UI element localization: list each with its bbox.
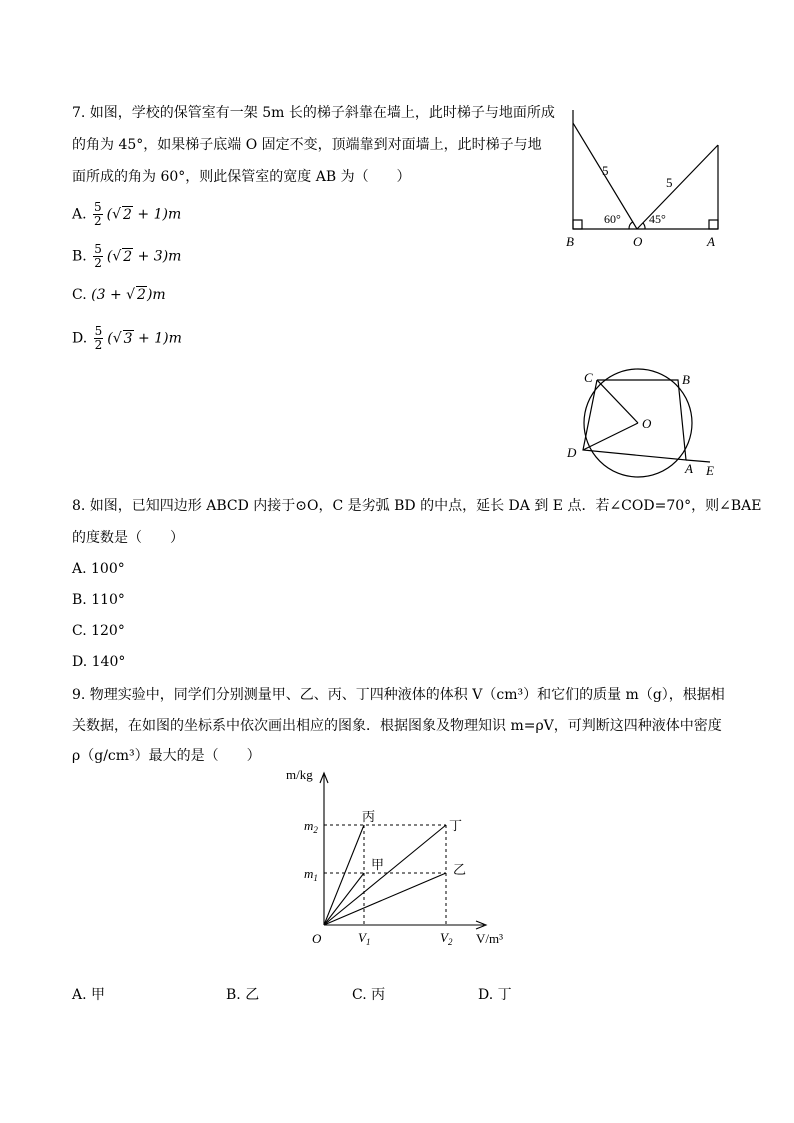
angle-arc-right xyxy=(643,223,645,229)
v1-label: $V_1$ xyxy=(358,930,371,947)
label-a: A xyxy=(707,234,715,249)
label-e: E xyxy=(706,463,714,478)
q9-option-b[interactable]: B. 乙 xyxy=(226,987,260,1003)
right-angle-a xyxy=(709,220,718,229)
q8-circle-figure xyxy=(560,365,730,480)
line-ding xyxy=(324,825,446,925)
label-yi: 乙 xyxy=(453,862,467,877)
m1-label: $m_1$ xyxy=(304,866,318,883)
y-axis-label: m/kg xyxy=(286,767,313,782)
q9-option-a[interactable]: A. 甲 xyxy=(72,987,106,1003)
length-right: 5 xyxy=(666,175,673,190)
q7-stem-line3: 面所成的角为 60°，则此保管室的宽度 AB 为（ ） xyxy=(72,169,411,185)
length-left: 5 xyxy=(602,163,609,178)
radius-od xyxy=(583,423,638,450)
fraction: $\frac{5}{2}$ xyxy=(94,324,103,352)
label-jia: 甲 xyxy=(371,857,385,872)
fraction: $\frac{5}{2}$ xyxy=(94,242,102,270)
label-b: B xyxy=(682,372,690,387)
q9-option-d[interactable]: D. 丁 xyxy=(478,987,512,1003)
q8-option-b[interactable]: B. 110° xyxy=(72,592,125,608)
label-c: C xyxy=(584,370,593,385)
q7-ladder-figure xyxy=(560,105,730,250)
label-bing: 丙 xyxy=(362,809,376,824)
q8-stem-line1: 8. 如图，已知四边形 ABCD 内接于⊙O，C 是劣弧 BD 的中点，延长 DA 到 E 点．若∠COD=70°，则∠BAE xyxy=(72,498,762,514)
fraction: $\frac{5}{2}$ xyxy=(94,200,102,228)
q9-stem-line2: 关数据，在如图的坐标系中依次画出相应的图象．根据图象及物理知识 m=ρV，可判断这四种液体中密度 xyxy=(72,718,722,734)
label-a: A xyxy=(685,461,693,476)
label-ding: 丁 xyxy=(449,818,463,833)
q8-option-c[interactable]: C. 120° xyxy=(72,623,125,639)
q9-stem-line3: ρ（g/cm³）最大的是（ ） xyxy=(72,748,261,764)
radius-oc xyxy=(597,380,638,423)
q7-option-a[interactable]: A. $\frac{5}{2}$ (√ 2 + 1)m xyxy=(72,200,182,228)
angle-arc-left xyxy=(629,222,633,229)
q9-stem-line1: 9. 物理实验中，同学们分别测量甲、乙、丙、丁四种液体的体积 V（cm³）和它们的质量 m（g），根据相 xyxy=(72,687,725,703)
q8-stem-line2: 的度数是（ ） xyxy=(72,530,184,546)
q7-stem-line1: 7. 如图，学校的保管室有一架 5m 长的梯子斜靠在墙上，此时梯子与地面所成 xyxy=(72,105,555,121)
angle-60: 60° xyxy=(604,212,621,226)
line-yi xyxy=(324,873,446,925)
x-axis-label: V/m³ xyxy=(476,931,504,946)
m2-label: $m_2$ xyxy=(304,818,318,835)
label-d: D xyxy=(567,445,577,460)
v2-label: $V_2$ xyxy=(440,930,453,947)
label-o: O xyxy=(642,416,652,431)
label-b: B xyxy=(566,234,574,249)
q9-option-c[interactable]: C. 丙 xyxy=(352,987,386,1003)
line-jia xyxy=(324,873,364,925)
angle-45: 45° xyxy=(649,212,666,226)
q9-mass-volume-graph xyxy=(280,765,520,955)
right-angle-b xyxy=(573,220,582,229)
q7-stem-line2: 的角为 45°，如果梯子底端 O 固定不变，顶端靠到对面墙上，此时梯子与地 xyxy=(72,137,542,153)
q8-option-d[interactable]: D. 140° xyxy=(72,654,126,670)
q8-option-a[interactable]: A. 100° xyxy=(72,561,125,577)
q7-option-c[interactable]: C. (3 + √ 2)m xyxy=(72,287,166,303)
label-o: O xyxy=(633,234,643,249)
q7-option-b[interactable]: B. $\frac{5}{2}$ (√ 2 + 3)m xyxy=(72,242,182,270)
q7-option-d[interactable]: D. $\frac{5}{2}$ (√ 3 + 1)m xyxy=(72,324,182,352)
origin-label: O xyxy=(312,931,322,946)
